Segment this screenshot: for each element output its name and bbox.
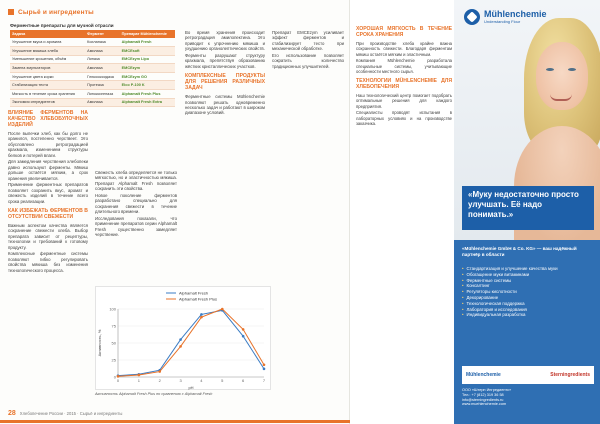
paragraph: Препарат EMCEzym усиливает эффект ферментов и стабилизирует тесто при механической обработке. <box>272 30 344 52</box>
data-point <box>158 370 161 373</box>
paragraph: Специалисты проводят испытания в лабораторных условиях и на производстве заказчика. <box>356 110 452 127</box>
series-line <box>118 309 264 376</box>
article-column-3 <box>185 30 265 117</box>
brand-mark-icon <box>464 9 480 25</box>
list-item-label: Обогащение муки витаминами <box>466 271 530 277</box>
table-row <box>10 81 175 90</box>
data-point <box>200 316 203 319</box>
ad-slogan: «Муку недостаточно просто улучшать. Её надо понимать.» <box>462 186 594 230</box>
table-row <box>10 38 175 47</box>
contact-line: Тел.: +7 (812) 319 36 58 <box>462 392 504 397</box>
table-cell: Улучшение цвета корки <box>10 72 85 81</box>
table-cell: Амилаза <box>85 64 119 73</box>
ad-company-line: «Mühlenchemie GmbH & Co. KG» — ваш надёжный партнёр в области <box>462 246 577 257</box>
table-cell: Alphamalt Fresh Plus <box>120 90 175 99</box>
table-cell: Липаза <box>85 55 119 64</box>
x-tick-label: 3 <box>179 378 182 383</box>
table-cell: Elco P-100 K <box>120 81 175 90</box>
x-axis-label: pH <box>188 385 194 390</box>
data-point <box>179 345 182 348</box>
table-cell: Протеаза <box>85 81 119 90</box>
table-cell: EMCEzym Lipo <box>120 55 175 64</box>
table-cell: Липоксигеназа <box>85 90 119 99</box>
section-marker-icon <box>8 9 14 15</box>
table-cell: Амилаза <box>85 98 119 107</box>
subheading: ХОРОШАЯ МЯГКОСТЬ В ТЕЧЕНИЕ СРОКА ХРАНЕНИЯ <box>356 26 452 38</box>
list-item-label: Индивидуальная разработка <box>466 312 526 318</box>
list-item-label: Ферментные системы <box>466 277 512 283</box>
brand-logo[interactable] <box>454 4 600 30</box>
sterningredients-logo[interactable]: Sterningredients <box>550 372 590 378</box>
table-row <box>10 64 175 73</box>
table-cell: EMCEzym GO <box>120 72 175 81</box>
y-axis-label: Активность, % <box>97 329 102 357</box>
brand-tagline: Understanding Flour <box>484 19 521 24</box>
paragraph: Ферменты разрушают структуру крахмала, препятствуя образованию жёстких кристаллических участков. <box>185 53 265 69</box>
paragraph: Компания Mühlenchemie разработала специальные системы, учитывающие особенности местного сырья. <box>356 58 452 74</box>
list-item-label: Лаборатория и исследования <box>466 306 527 312</box>
subheading: КАК ИЗБЕЖАТЬ ФЕРМЕНТОВ В ОТСУТСТВИИ СВЕЖЕСТИ <box>8 208 88 221</box>
subheading: ТЕХНОЛОГИИ MÜHLENCHEMIE ДЛЯ ХЛЕБОПЕЧЕНИЯ <box>356 78 452 91</box>
contact-line: info@sterningredients.ru <box>462 397 504 402</box>
footer-rule <box>0 420 350 423</box>
table-row <box>10 72 175 81</box>
table-cell: Мягкость в течение срока хранения <box>10 90 85 99</box>
legend-label: Alphamalt Fresh <box>179 290 209 296</box>
x-tick-label: 2 <box>158 378 161 383</box>
paragraph: Новое поколение ферментов разработано специально для сохранения свежести в течение длительного времени. <box>95 193 177 215</box>
x-tick-label: 6 <box>242 378 245 383</box>
x-tick-label: 4 <box>200 378 203 383</box>
table-cell: Экономия ингредиентов <box>10 98 85 107</box>
table-cell: Alphamalt Fresh Extra <box>120 98 175 107</box>
data-point <box>179 338 182 341</box>
table-body <box>10 38 175 107</box>
table-cell: Амилаза <box>85 47 119 56</box>
table-cell: Уменьшение крошения, объём <box>10 55 85 64</box>
section-tag <box>8 7 94 17</box>
eye-icon <box>546 68 554 71</box>
paragraph: Во время хранения происходит ретроградация амилопектина. Это приводит к упрочнению мякиша и ухудшению органолептических свойств. <box>185 30 265 52</box>
legend-label: Alphamalt Fresh Plus <box>179 296 218 302</box>
table-cell: Стабилизация теста <box>10 81 85 90</box>
x-tick-label: 5 <box>221 378 224 383</box>
data-point <box>138 374 141 377</box>
article-heading: ВЛИЯНИЕ ФЕРМЕНТОВ НА КАЧЕСТВО ХЛЕБОБУЛОЧНЫХ ИЗДЕЛИЙ <box>8 110 88 128</box>
activity-chart-svg <box>96 287 272 391</box>
paragraph: Свежесть хлеба определяется не только мягкостью, но и эластичностью мякиша. Препарат Alphamalt Fresh позволяет сохранить эти свойства. <box>95 170 177 192</box>
page-number: 28 <box>8 410 16 417</box>
y-tick-label: 75 <box>111 323 116 329</box>
data-point <box>117 375 120 378</box>
smile-shape <box>550 94 572 101</box>
data-point <box>242 328 245 331</box>
page-footer <box>8 410 122 417</box>
table-cell: Alphamalt Fresh <box>120 38 175 47</box>
paragraph: Важным аспектом качества является сохранение свежести хлеба. Выбор препарата зависит от рецептуры, технологии и требований к готовому продукту. <box>8 223 88 250</box>
paragraph: Его использование позволяет сократить количество традиционных улучшителей. <box>272 53 344 69</box>
bullet-icon: • <box>462 306 464 312</box>
bullet-icon: • <box>462 271 464 277</box>
chart-caption: Активность Alphamalt Fresh Plus по сравнению с Alphamalt Fresh <box>95 392 213 396</box>
muehlenchemie-logo[interactable]: Mühlenchemie <box>466 372 501 378</box>
list-item-label: Консалтинг <box>466 283 490 289</box>
bullet-icon: • <box>462 283 464 289</box>
table-cell: EMCEzym <box>120 64 175 73</box>
bullet-icon: • <box>462 300 464 306</box>
advertisement <box>454 0 600 424</box>
table-cell: Ксиланаза <box>85 38 119 47</box>
ad-contacts <box>462 388 594 407</box>
paragraph: При производстве хлеба крайне важна сохранность свежести. Благодаря ферментам мякиш остаётся мягким и эластичным. <box>356 41 452 57</box>
paragraph: Комплексные ферментные системы позволяют гибко регулировать свойства мякиша без изменения технологического процесса. <box>8 251 88 273</box>
table-cell: Улучшение мякиша хлеба <box>10 47 85 56</box>
data-point <box>200 313 203 316</box>
article-column-4 <box>272 30 344 71</box>
y-tick-label: 0 <box>113 374 116 380</box>
contact-line: ООО «Штерн Ингредиентс» <box>462 388 512 392</box>
table-header-cell: Задача <box>10 30 85 38</box>
y-tick-label: 25 <box>111 357 116 363</box>
bullet-icon: • <box>462 312 464 318</box>
enzyme-table <box>10 30 175 107</box>
table-row <box>10 98 175 107</box>
subheading: КОМПЛЕКСНЫЕ ПРОДУКТЫ ДЛЯ РЕШЕНИЯ РАЗЛИЧНЫХ ЗАДАЧ <box>185 73 265 92</box>
paragraph: Ферментные системы Mühlenchemie позволяют решать одновременно несколько задач и работают в широком диапазоне условий. <box>185 94 265 116</box>
table-row <box>10 90 175 99</box>
article-column-1 <box>8 110 88 275</box>
right-page <box>350 0 600 424</box>
table-row <box>10 47 175 56</box>
bullet-icon: • <box>462 289 464 295</box>
list-item-label: Декорирование <box>466 294 499 300</box>
table-cell: EMCEsoft <box>120 47 175 56</box>
x-tick-label: 1 <box>137 378 140 383</box>
paragraph: Наш технологический центр помогает подобрать оптимальные решения для каждого предприятия. <box>356 93 452 109</box>
paragraph: Применение ферментных препаратов позволяет сохранить вкус, аромат и свежесть изделий в течение всего срока реализации. <box>8 182 88 204</box>
ad-partner-logos <box>462 366 594 384</box>
list-item <box>462 312 594 318</box>
paragraph: Исследования показали, что применение препаратов серии Alphamalt Fresh существенно замедляет черствение. <box>95 216 177 238</box>
table-cell: Глюкооксидаза <box>85 72 119 81</box>
list-item-label: Регуляторы кислотности <box>466 289 517 295</box>
table-row <box>10 55 175 64</box>
table-header-cell: Фермент <box>85 30 119 38</box>
y-tick-label: 100 <box>109 306 116 312</box>
right-article-column <box>356 26 452 128</box>
section-tag-label: Сырьё и ингредиенты <box>18 8 94 16</box>
data-point <box>242 335 245 338</box>
data-point <box>263 368 266 371</box>
paragraph: Для замедления черствения хлебопеки давно используют ферменты. Мякиш дольше остаётся мягким, а срок хранения увеличивается. <box>8 159 88 181</box>
bullet-icon: • <box>462 294 464 300</box>
data-point <box>221 308 224 311</box>
brand-name: Mühlenchemie <box>484 9 547 19</box>
paragraph: После выпечки хлеб, как бы долго не хранился, постепенно черствеет. Это обусловлено ретроградацией крахмала, изменением структуры белков и потерей влаги. <box>8 131 88 158</box>
bullet-icon: • <box>462 266 464 271</box>
table-cell: Улучшение вкуса и аромата <box>10 38 85 47</box>
table-header-cell: Препарат Mühlenchemie <box>120 30 175 38</box>
table-cell: Замена эмульгаторов <box>10 64 85 73</box>
x-tick-label: 7 <box>262 378 266 383</box>
x-tick-label: 0 <box>116 378 120 383</box>
table-caption: Ферментные препараты для мучной отрасли <box>10 23 114 28</box>
list-item-label: Стандартизация и улучшение качества муки <box>466 266 558 271</box>
ad-services-list <box>462 266 594 318</box>
table-header-row <box>10 30 175 38</box>
eye-icon <box>568 68 576 71</box>
article-column-2 <box>95 170 177 239</box>
contact-line: www.muehlenchemie.com <box>462 402 507 407</box>
y-tick-label: 50 <box>111 340 116 346</box>
list-item-label: Технологическая поддержка <box>466 300 525 306</box>
bullet-icon: • <box>462 277 464 283</box>
activity-chart <box>95 286 271 390</box>
data-point <box>263 363 266 366</box>
footer-text: Хлебопечение России · 2015 · Сырьё и ингредиенты <box>19 411 123 416</box>
